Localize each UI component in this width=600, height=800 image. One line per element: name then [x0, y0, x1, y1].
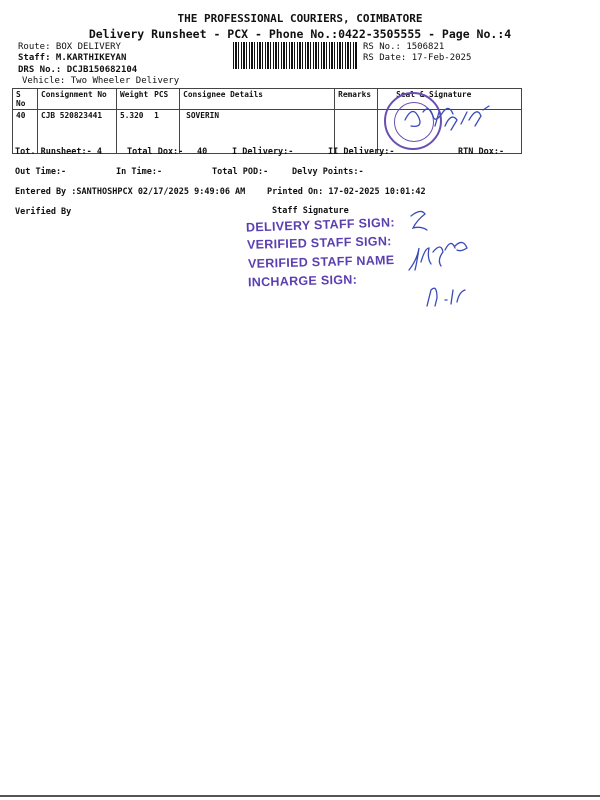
in-time: In Time:- [116, 167, 163, 177]
company-name: THE PROFESSIONAL COURIERS, COIMBATORE [177, 12, 423, 25]
verified-by: Verified By [15, 207, 72, 217]
rtn-dox: RTN Dox:- [458, 147, 505, 157]
col-header-weight: Weight [117, 89, 152, 110]
cell-sno: 40 [13, 110, 38, 154]
entered-by: Entered By :SANTHOSHPCX 02/17/2025 9:49:06 AM [15, 187, 246, 197]
handwritten-signatures [405, 206, 495, 310]
cell-consignment: CJB 520823441 [38, 110, 117, 154]
second-delivery: II Delivery:- [328, 147, 395, 157]
col-header-pcs: PCS [151, 89, 180, 110]
barcode [233, 42, 357, 69]
total-pod: Total POD:- [212, 167, 269, 177]
cell-pcs: 1 [151, 110, 180, 154]
incharge-sign-stamp: INCHARGE SIGN: [247, 272, 358, 290]
col-header-consignment: Consignment No [38, 89, 117, 110]
col-header-remarks: Remarks [335, 89, 378, 110]
cell-weight: 5.320 [117, 110, 152, 154]
vehicle-label: Vehicle: Two Wheeler Delivery [22, 76, 180, 86]
runsheet-title: Delivery Runsheet - PCX - Phone No.:0422-3505555 - Page No.:4 [88, 27, 512, 41]
delivery-points: Delvy Points:- [292, 167, 364, 177]
rs-number: RS No.: 1506821 [363, 42, 445, 52]
staff-label: Staff: M.KARTHIKEYAN [18, 53, 127, 63]
total-dox-label: Total Dox:- [127, 147, 184, 157]
route-label: Route: BOX DELIVERY [18, 42, 121, 52]
total-runsheet: Tot. Runsheet:- 4 [15, 147, 102, 157]
delivery-staff-sign-stamp: DELIVERY STAFF SIGN: [245, 215, 396, 235]
first-delivery: I Delivery:- [232, 147, 294, 157]
total-dox-value: 40 [197, 147, 208, 157]
staff-signature-label: Staff Signature [272, 206, 349, 216]
cell-consignee: SOVERIN [180, 110, 335, 154]
page-bottom-rule [0, 795, 600, 797]
out-time: Out Time:- [15, 167, 67, 177]
col-header-seal: Seal & Signature [378, 89, 522, 110]
rs-date: RS Date: 17-Feb-2025 [363, 53, 472, 63]
drs-number: DRS No.: DCJB150682104 [18, 65, 138, 75]
col-header-sno: S No [13, 89, 38, 110]
printed-on: Printed On: 17-02-2025 10:01:42 [267, 187, 426, 197]
col-header-consignee: Consignee Details [180, 89, 335, 110]
verified-staff-sign-stamp: VERIFIED STAFF SIGN: [246, 234, 392, 252]
verified-staff-name-stamp: VERIFIED STAFF NAME [247, 253, 395, 271]
handwritten-signature-date [395, 96, 495, 152]
